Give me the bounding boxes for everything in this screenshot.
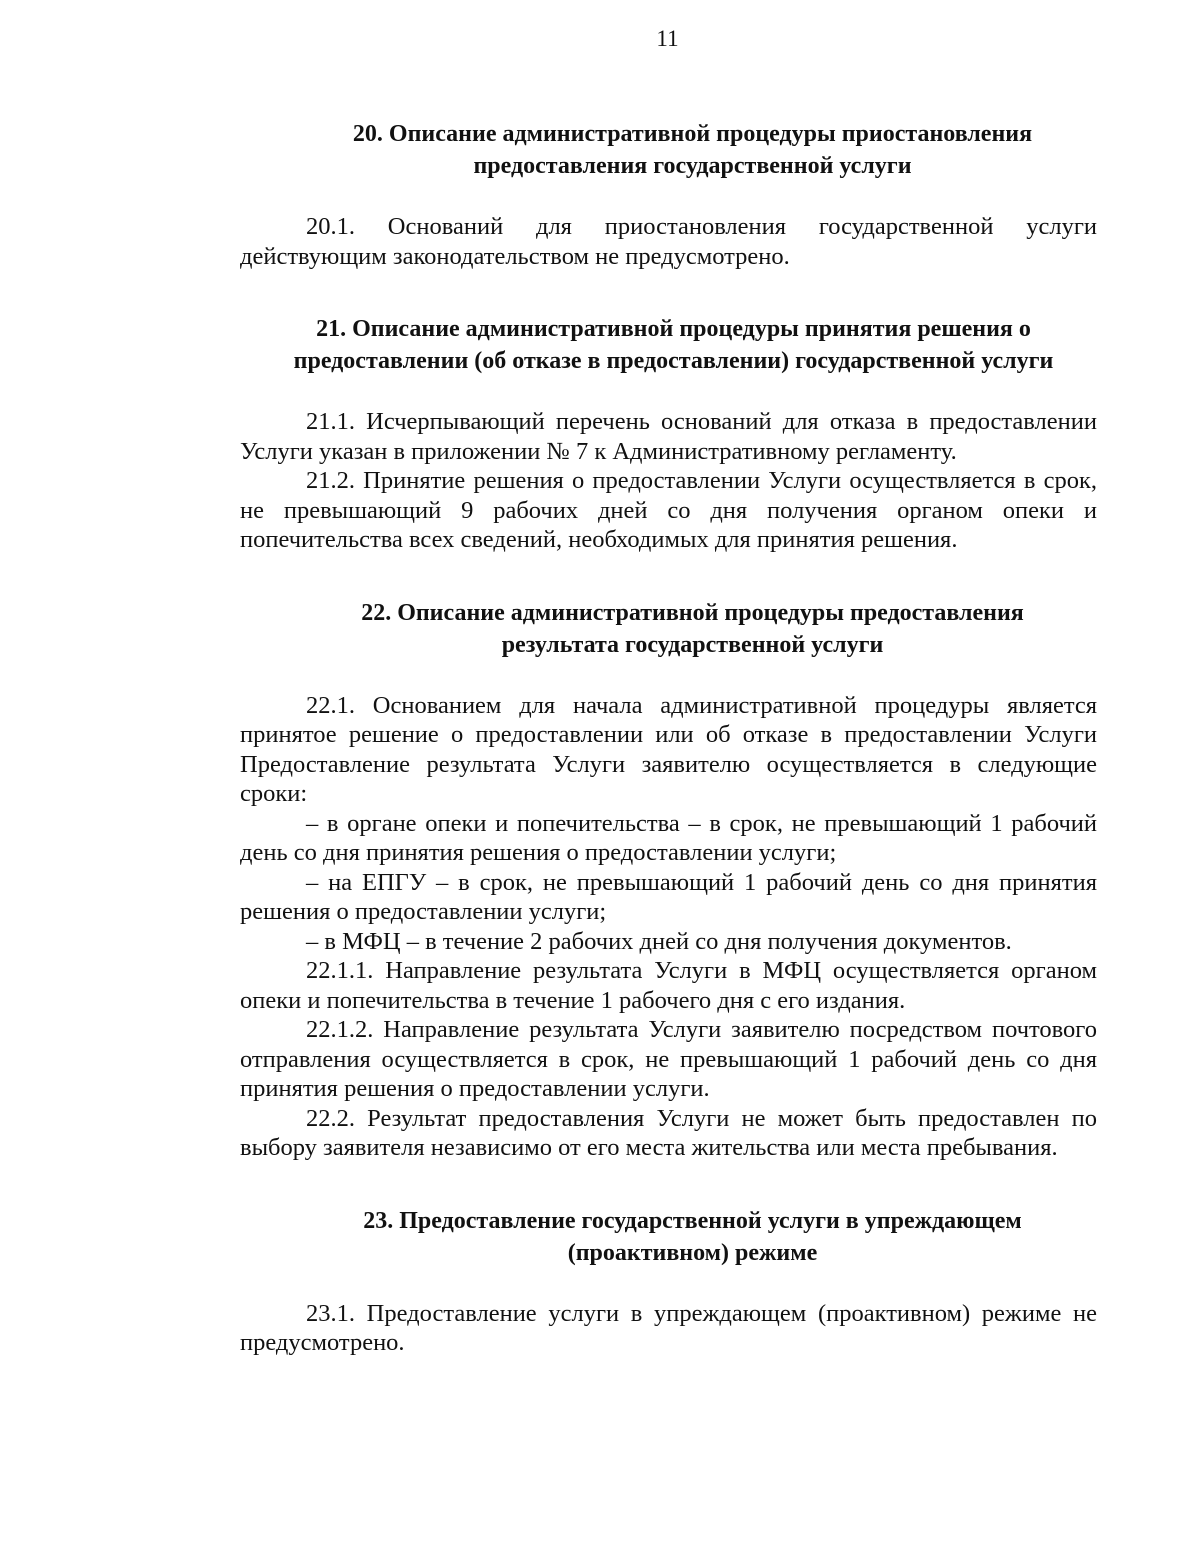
section-heading bbox=[240, 118, 1097, 182]
section-heading bbox=[240, 1205, 1097, 1269]
paragraph: 22.2. Результат предоставления Услуги не может быть предоставлен по выбору заявителя независимо от его места жительства или места пребывания. bbox=[240, 1104, 1097, 1161]
list-item: – в органе опеки и попечительства – в срок, не превышающий 1 рабочий день со дня принятия решения о предоставлении услуги; bbox=[240, 809, 1097, 866]
heading-line: 22. Описание административной процедуры предоставления bbox=[361, 599, 1024, 626]
paragraph: 23.1. Предоставление услуги в упреждающем (проактивном) режиме не предусмотрено. bbox=[240, 1299, 1097, 1356]
heading-line: результата государственной услуги bbox=[501, 631, 884, 658]
section-23 bbox=[240, 1205, 1097, 1358]
paragraph: 22.1.2. Направление результата Услуги заявителю посредством почтового отправления осуществляется в срок, не превышающий 1 рабочий день со дня принятия решения о предоставлении услуги. bbox=[240, 1016, 1097, 1102]
list-item: – в МФЦ – в течение 2 рабочих дней со дня получения документов. bbox=[306, 927, 1012, 955]
section-heading bbox=[220, 313, 1097, 377]
section-heading bbox=[240, 597, 1097, 661]
section-20 bbox=[240, 118, 1097, 271]
heading-line: предоставления государственной услуги bbox=[473, 153, 912, 179]
page-number: 11 bbox=[656, 26, 679, 51]
heading-line: (проактивном) режиме bbox=[567, 1239, 818, 1266]
heading-line: 20. Описание административной процедуры приостановления bbox=[352, 121, 1033, 147]
paragraph: 22.1.1. Направление результата Услуги в МФЦ осуществляется органом опеки и попечительства в течение 1 рабочего дня с его издания. bbox=[240, 957, 1097, 1014]
paragraph: 21.2. Принятие решения о предоставлении Услуги осуществляется в срок, не превышающий 9 рабочих дней со дня получения органом опеки и попечительства всех сведений, необходимых для принятия решения. bbox=[240, 467, 1097, 553]
list-item: – на ЕПГУ – в срок, не превышающий 1 рабочий день со дня принятия решения о предоставлении услуги; bbox=[240, 868, 1097, 925]
paragraph: 22.1. Основанием для начала административной процедуры является принятое решение о предоставлении или об отказе в предоставлении Услуги Предоставление результата Услуги заявителю осуществляется в следующие сроки: bbox=[240, 691, 1097, 807]
heading-line: предоставлении (об отказе в предоставлении) государственной услуги bbox=[293, 348, 1054, 374]
document-body bbox=[240, 118, 1097, 1358]
heading-line: 21. Описание административной процедуры принятия решения о bbox=[316, 316, 1031, 342]
paragraph: 20.1. Оснований для приостановления государственной услуги действующим законодательством не предусмотрено. bbox=[240, 213, 1097, 270]
section-21 bbox=[240, 313, 1097, 555]
heading-line: 23. Предоставление государственной услуги в упреждающем bbox=[363, 1207, 1022, 1234]
paragraph: 21.1. Исчерпывающий перечень оснований для отказа в предоставлении Услуги указан в приложении № 7 к Административному регламенту. bbox=[240, 408, 1097, 465]
section-22 bbox=[240, 597, 1097, 1163]
